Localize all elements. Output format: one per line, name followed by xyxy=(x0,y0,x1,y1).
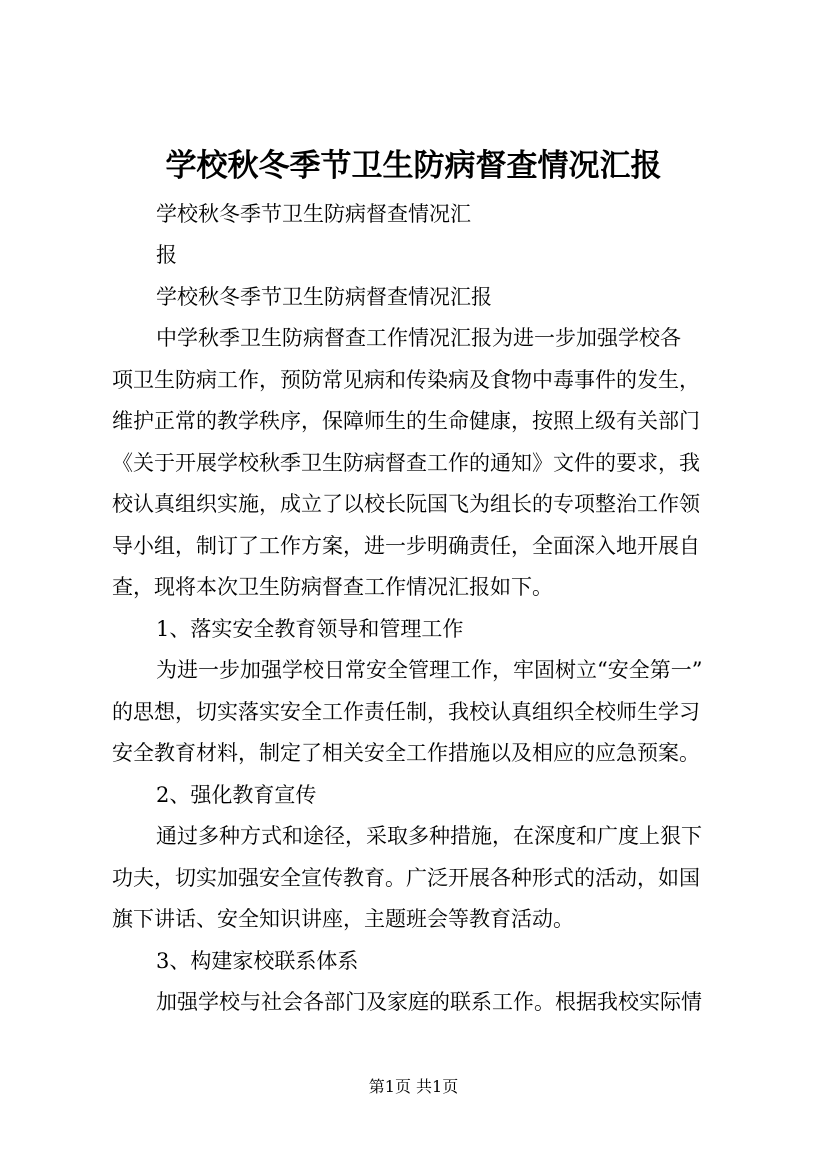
document-title: 学校秋冬季节卫生防病督查情况汇报 xyxy=(165,148,662,184)
text-line: 校认真组织实施，成立了以校长阮国飞为组长的专项整治工作领 xyxy=(112,492,700,516)
text-line: 学校秋冬季节卫生防病督查情况汇报 xyxy=(156,285,492,309)
section-heading-1 xyxy=(112,609,732,651)
text-line: 通过多种方式和途径，采取多种措施，在深度和广度上狠下 xyxy=(156,824,702,848)
text-line: 维护正常的教学秩序，保障师生的生命健康，按照上级有关部门 xyxy=(112,409,700,433)
text-line: 的思想，切实落实安全工作责任制，我校认真组织全校师生学习 xyxy=(112,699,700,724)
text-line: 学校秋冬季节卫生防病督查情况汇 xyxy=(156,202,471,226)
section-heading-2 xyxy=(112,775,732,817)
paragraph-section-3 xyxy=(112,982,732,1024)
paragraph-heading-line-1 xyxy=(112,194,732,236)
text-line: 为进一步加强学校日常安全管理工作，牢固树立“安全第一” xyxy=(156,658,703,682)
paragraph-section-2 xyxy=(112,816,732,941)
paragraph-subtitle xyxy=(112,277,732,319)
text-line: 《关于开展学校秋季卫生防病督查工作的通知》文件的要求，我 xyxy=(112,450,700,475)
text-line: 旗下讲话、安全知识讲座，主题班会等教育活动。 xyxy=(112,907,574,931)
page-number-footer: 第1页 共1页 xyxy=(368,1077,459,1096)
text-line: 2、强化教育宣传 xyxy=(156,783,317,807)
paragraph-heading-line-2 xyxy=(112,235,732,277)
paragraph-section-1 xyxy=(112,650,732,775)
text-line: 项卫生防病工作，预防常见病和传染病及食物中毒事件的发生， xyxy=(112,367,700,392)
text-line: 导小组，制订了工作方案，进一步明确责任，全面深入地开展自 xyxy=(112,533,700,558)
text-line: 3、构建家校联系体系 xyxy=(156,949,359,973)
paragraph-intro xyxy=(112,318,732,609)
text-line: 中学秋季卫生防病督查工作情况汇报为进一步加强学校各 xyxy=(156,326,681,350)
text-line: 查，现将本次卫生防病督查工作情况汇报如下。 xyxy=(112,575,553,599)
text-line: 1、落实安全教育领导和管理工作 xyxy=(156,617,464,641)
text-line: 安全教育材料，制定了相关安全工作措施以及相应的应急预案。 xyxy=(112,741,700,765)
text-line: 功夫，切实加强安全宣传教育。广泛开展各种形式的活动，如国 xyxy=(112,865,700,890)
section-heading-3 xyxy=(112,941,732,983)
text-line: 报 xyxy=(156,243,177,267)
text-line: 加强学校与社会各部门及家庭的联系工作。根据我校实际情 xyxy=(156,990,702,1014)
